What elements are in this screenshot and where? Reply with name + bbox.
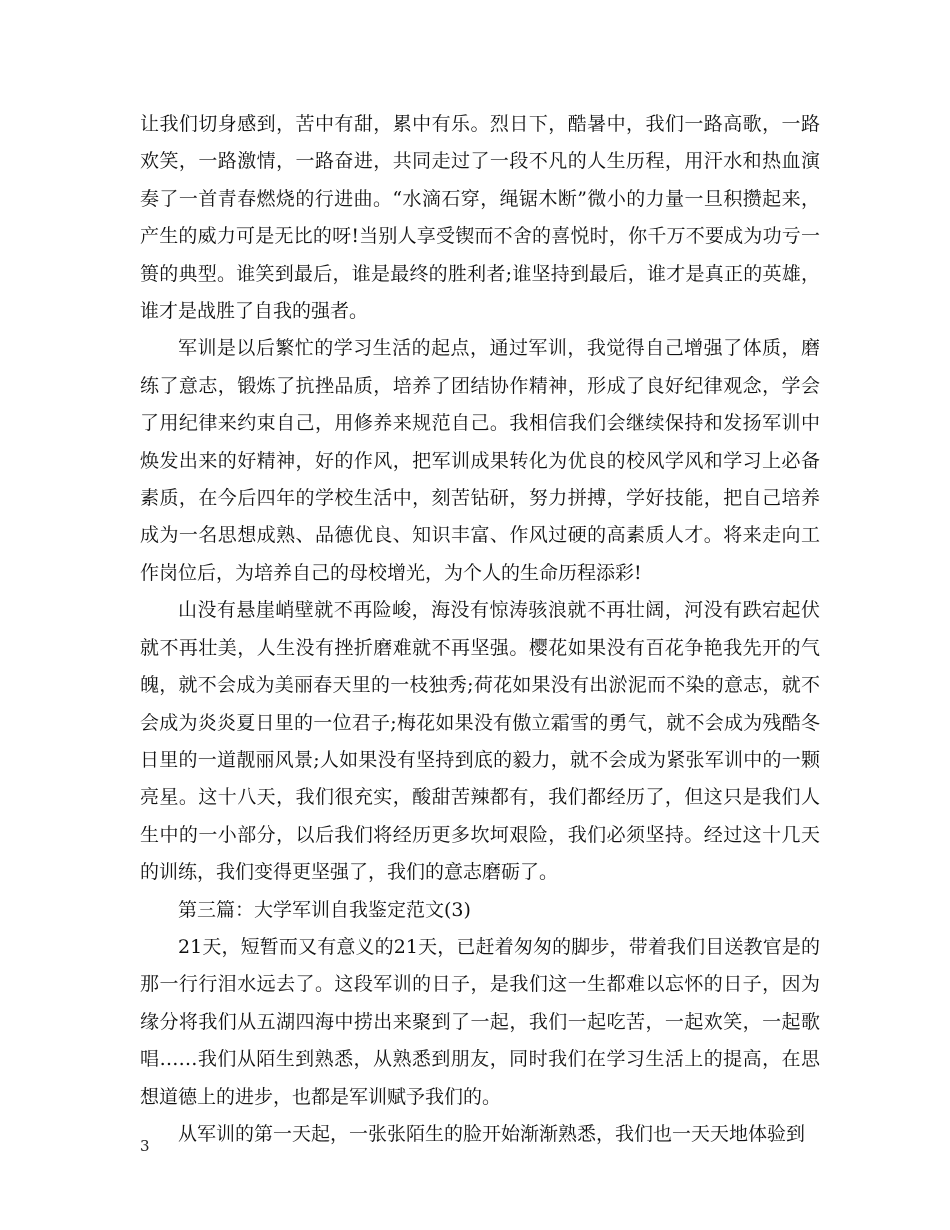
document-body xyxy=(140,106,820,1153)
page-number: 3 xyxy=(140,1137,150,1155)
paragraph-mountain-metaphor: 山没有悬崖峭壁就不再险峻，海没有惊涛骇浪就不再壮阔，河没有跌宕起伏就不再壮美，人生没有挫折磨难就不再坚强。樱花如果没有百花争艳我先开的气魄，就不会成为美丽春天里的一枝独秀;荷花如果没有出淤泥而不染的意志，就不会成为炎炎夏日里的一位君子;梅花如果没有傲立霜雪的勇气，就不会成为残酷冬日里的一道靓丽风景;人如果没有坚持到底的毅力，就不会成为紧张军训中的一颗亮星。这十八天，我们很充实，酸甜苦辣都有，我们都经历了，但这只是我们人生中的一小部分，以后我们将经历更多坎坷艰险，我们必须坚持。经过这十几天的训练，我们变得更坚强了，我们的意志磨砺了。 xyxy=(140,599,820,884)
paragraph-first-day: 从军训的第一天起，一张张陌生的脸开始渐渐熟悉，我们也一天天地体验到 xyxy=(178,1122,806,1145)
paragraph-military-training-start: 军训是以后繁忙的学习生活的起点，通过军训，我觉得自己增强了体质，磨练了意志，锻炼了抗挫品质，培养了团结协作精神，形成了良好纪律观念，学会了用纪律来约束自己，用修养来规范自己。我相信我们会继续保持和发扬军训中焕发出来的好精神，好的作风，把军训成果转化为优良的校风学风和学习上必备素质，在今后四年的学校生活中，刻苦钻研，努力拼搏，学好技能，把自己培养成为一名思想成熟、品德优良、知识丰富、作风过硬的高素质人才。将来走向工作岗位后，为培养自己的母校增光，为个人的生命历程添彩! xyxy=(140,337,820,584)
paragraph-twenty-one-days: 21天，短暂而又有意义的21天，已赶着匆匆的脚步，带着我们目送教官是的那一行行泪水远去了。这段军训的日子，是我们这一生都难以忘怀的日子，因为缘分将我们从五湖四海中捞出来聚到了一起，我们一起吃苦，一起欢笑，一起歌唱……我们从陌生到熟悉，从熟悉到朋友，同时我们在学习生活上的提高，在思想道德上的进步，也都是军训赋予我们的。 xyxy=(140,935,820,1108)
paragraph-continuation: 让我们切身感到，苦中有甜，累中有乐。烈日下，酷暑中，我们一路高歌，一路欢笑，一路激情，一路奋进，共同走过了一段不凡的人生历程，用汗水和热血演奏了一首青春燃烧的行进曲。“水滴石穿，绳锯木断”微小的力量一旦积攒起来，产生的威力可是无比的呀!当别人享受锲而不舍的喜悦时，你千万不要成为功亏一篑的典型。谁笑到最后，谁是最终的胜利者;谁坚持到最后，谁才是真正的英雄，谁才是战胜了自我的强者。 xyxy=(140,113,820,323)
section-heading: 第三篇：大学军训自我鉴定范文(3) xyxy=(178,898,471,921)
